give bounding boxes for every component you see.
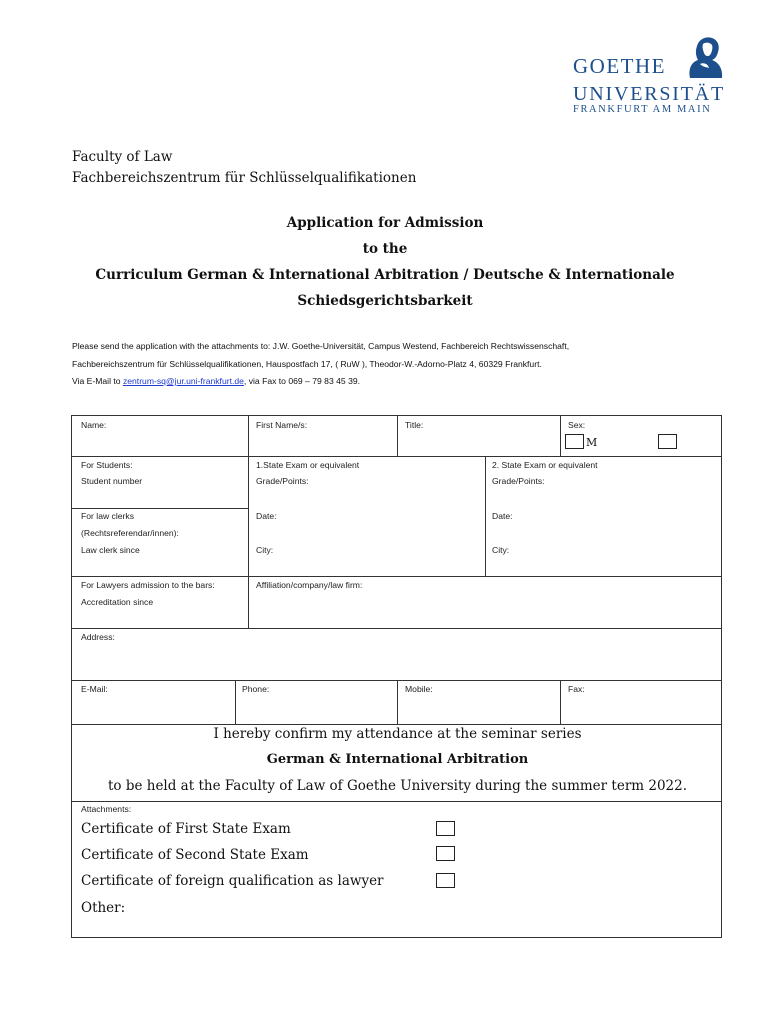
logo-line3: FRANKFURT AM MAIN bbox=[573, 104, 712, 115]
title-line2: to the bbox=[362, 241, 408, 257]
sex-female-checkbox[interactable] bbox=[658, 434, 677, 449]
title-label: Title: bbox=[405, 420, 424, 430]
att-second-checkbox[interactable] bbox=[436, 846, 455, 861]
name-label: Name: bbox=[81, 420, 107, 430]
instructions-line3-prefix: Via E-Mail to bbox=[72, 376, 123, 386]
att-first-label: Certificate of First State Exam bbox=[81, 821, 291, 837]
fax-label: Fax: bbox=[568, 684, 585, 694]
city-2-label: City: bbox=[492, 545, 510, 555]
faculty-block bbox=[72, 147, 416, 189]
state-exam-1-label: 1.State Exam or equivalent bbox=[256, 460, 360, 470]
row-divider bbox=[72, 576, 721, 577]
first-name-label: First Name/s: bbox=[256, 420, 308, 430]
title-line1: Application for Admission bbox=[286, 215, 484, 231]
application-form bbox=[71, 415, 722, 938]
instructions-line3-suffix: , via Fax to 069 – 79 83 45 39. bbox=[243, 376, 361, 386]
row-divider bbox=[72, 508, 248, 509]
for-students-label: For Students: bbox=[81, 460, 133, 470]
col-divider bbox=[397, 416, 398, 456]
title-line3: Curriculum German & International Arbitration / Deutsche & Internationale bbox=[95, 267, 675, 283]
law-clerks-label: For law clerks bbox=[81, 511, 135, 521]
student-number-label: Student number bbox=[81, 476, 143, 486]
logo-line2: UNIVERSITÄT bbox=[573, 83, 726, 105]
att-second-label: Certificate of Second State Exam bbox=[81, 847, 309, 863]
att-other-label: Other: bbox=[81, 900, 126, 916]
col-divider bbox=[235, 680, 236, 724]
phone-label: Phone: bbox=[242, 684, 270, 694]
col-divider bbox=[485, 456, 486, 576]
logo-line1: GOETHE bbox=[573, 54, 666, 78]
accreditation-label: Accreditation since bbox=[81, 597, 154, 607]
email-label: E-Mail: bbox=[81, 684, 108, 694]
row-divider bbox=[72, 628, 721, 629]
address-label: Address: bbox=[81, 632, 115, 642]
affiliation-label: Affiliation/company/law firm: bbox=[256, 580, 363, 590]
city-1-label: City: bbox=[256, 545, 274, 555]
confirm-line2: German & International Arbitration bbox=[266, 752, 529, 767]
state-exam-2-label: 2. State Exam or equivalent bbox=[492, 460, 598, 470]
row-divider bbox=[72, 724, 721, 725]
email-link[interactable]: zentrum-sq@jur.uni-frankfurt.de bbox=[122, 376, 244, 386]
att-first-checkbox[interactable] bbox=[436, 821, 455, 836]
sex-label: Sex: bbox=[568, 420, 586, 430]
instructions-line1: Please send the application with the attachments to: J.W. Goethe-Universität, Campus Westend, Fachbereich Rechtswissenschaft, bbox=[72, 341, 570, 351]
mobile-label: Mobile: bbox=[405, 684, 433, 694]
col-divider bbox=[248, 416, 249, 628]
university-logo bbox=[572, 34, 732, 114]
instructions bbox=[72, 338, 569, 391]
attachments-label: Attachments: bbox=[81, 804, 132, 814]
sex-male-label: M bbox=[586, 436, 598, 449]
grade-points-1-label: Grade/Points: bbox=[256, 476, 309, 486]
date-1-label: Date: bbox=[256, 511, 277, 521]
row-divider bbox=[72, 456, 721, 457]
rechtsreferendar-label: (Rechtsreferendar/innen): bbox=[81, 528, 179, 538]
att-foreign-checkbox[interactable] bbox=[436, 873, 455, 888]
date-2-label: Date: bbox=[492, 511, 513, 521]
grade-points-2-label: Grade/Points: bbox=[492, 476, 545, 486]
instructions-line3 bbox=[72, 373, 569, 391]
instructions-line2: Fachbereichszentrum für Schlüsselqualifikationen, Hauspostfach 17, ( RuW ), Theodor-W.-Adorno-Platz 4, 60329 Frankfurt. bbox=[72, 358, 542, 369]
document-title bbox=[0, 210, 770, 314]
sex-male-checkbox[interactable] bbox=[565, 434, 584, 449]
col-divider bbox=[560, 680, 561, 724]
row-divider bbox=[72, 801, 721, 802]
faculty-line2: Fachbereichszentrum für Schlüsselqualifikationen bbox=[72, 170, 417, 186]
att-foreign-label: Certificate of foreign qualification as lawyer bbox=[81, 873, 384, 889]
title-line4: Schiedsgerichtsbarkeit bbox=[297, 293, 473, 309]
law-clerk-since-label: Law clerk since bbox=[81, 545, 140, 555]
lawyers-label: For Lawyers admission to the bars: bbox=[81, 580, 215, 590]
confirm-line1: I hereby confirm my attendance at the seminar series bbox=[213, 726, 582, 742]
col-divider bbox=[397, 680, 398, 724]
goethe-portrait-icon bbox=[676, 34, 728, 80]
col-divider bbox=[560, 416, 561, 456]
faculty-line1: Faculty of Law bbox=[72, 149, 173, 165]
confirm-line3: to be held at the Faculty of Law of Goethe University during the summer term 2022. bbox=[107, 778, 688, 794]
